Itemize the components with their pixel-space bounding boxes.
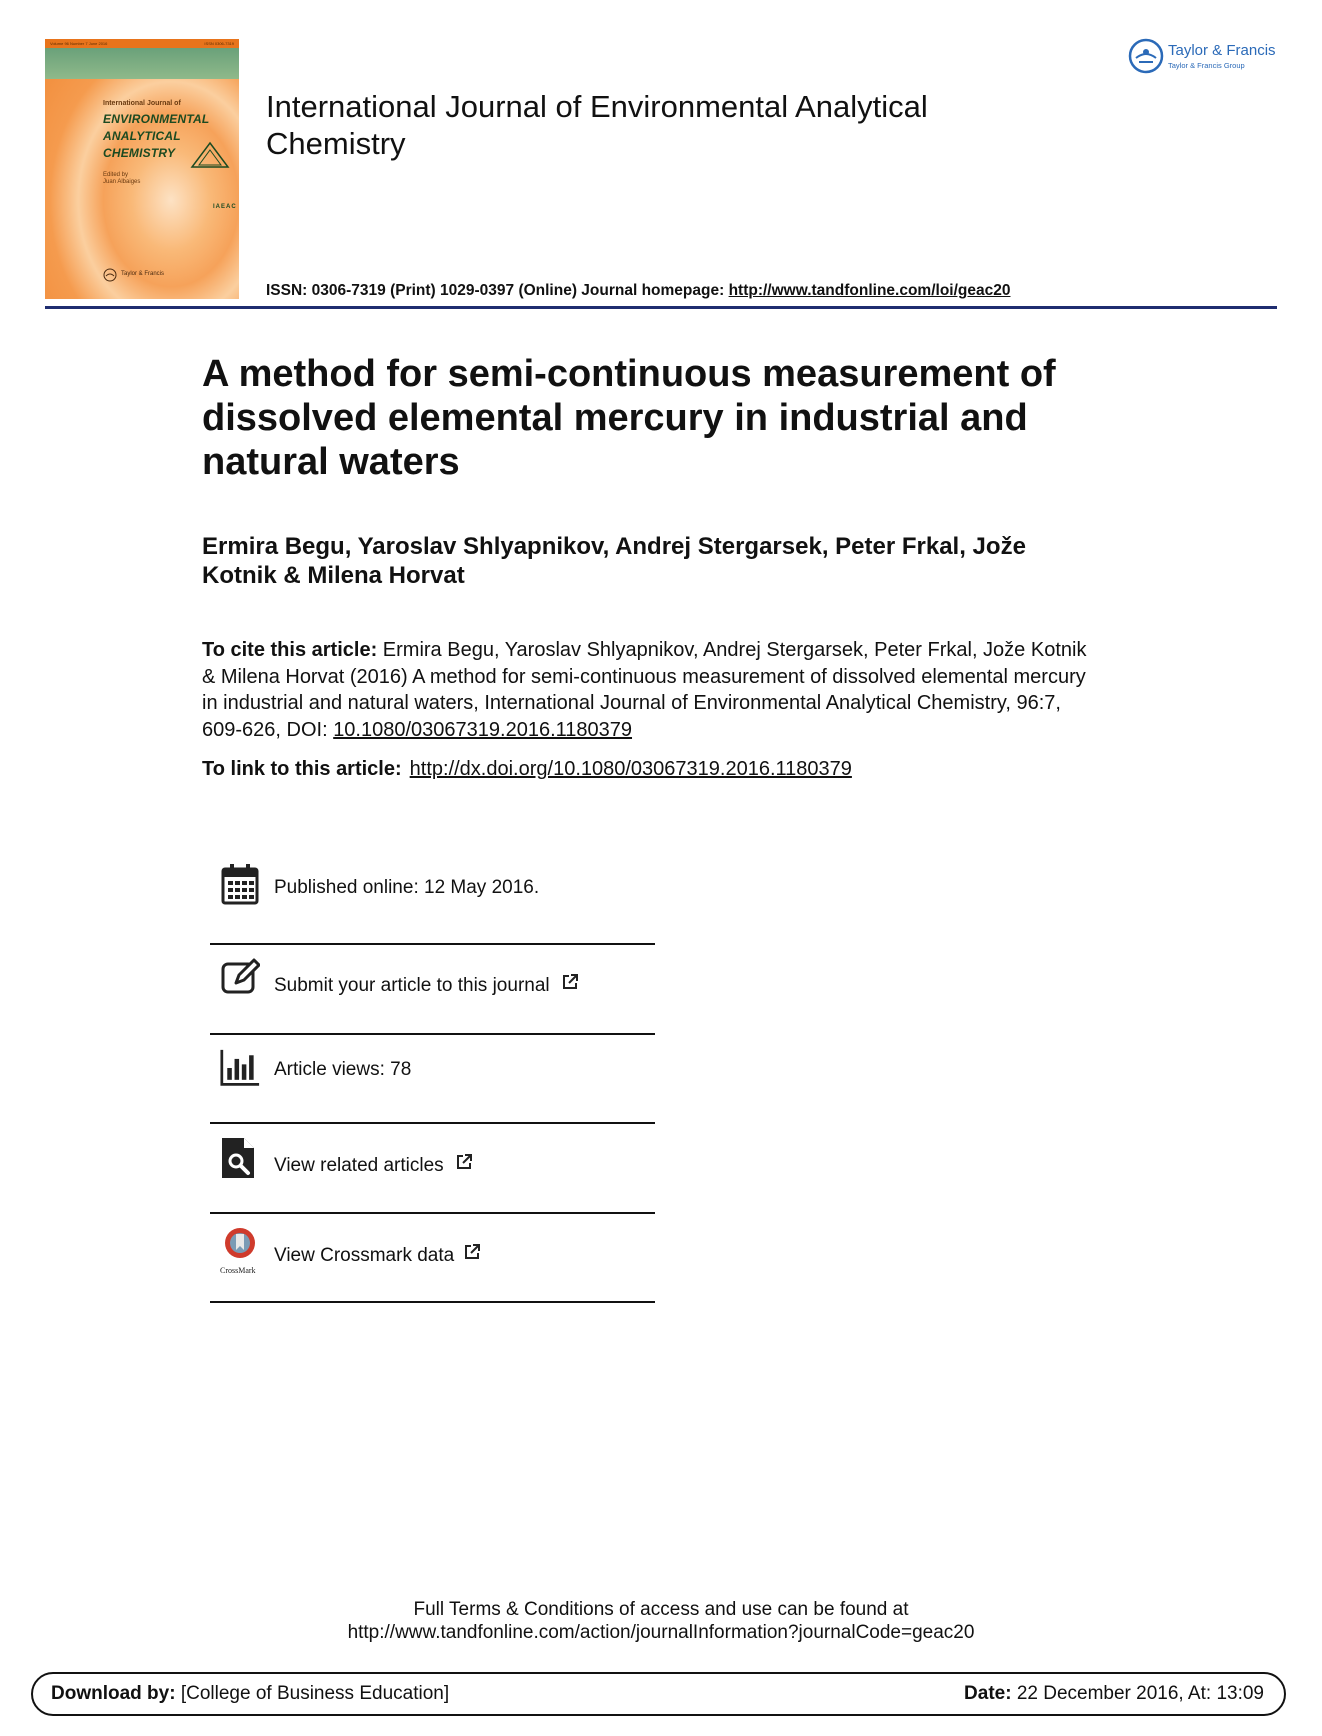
- divider: [210, 1033, 655, 1035]
- link-label: To link to this article:: [202, 758, 402, 780]
- related-row[interactable]: [210, 1136, 655, 1224]
- external-link-icon: [561, 973, 579, 991]
- doi-link[interactable]: 10.1080/03067319.2016.1180379: [333, 718, 633, 741]
- article-link-line: [202, 758, 1102, 781]
- crossmark-link[interactable]: View Crossmark data: [274, 1245, 455, 1266]
- divider: [210, 1212, 655, 1214]
- journal-title: International Journal of Environmental Analytical Chemistry: [266, 89, 928, 161]
- cite-label: To cite this article:: [202, 639, 378, 661]
- cover-line1: International Journal of: [103, 100, 181, 107]
- download-by: Download by: [College of Business Education]: [51, 1683, 450, 1704]
- taylor-francis-logo-icon[interactable]: [1128, 38, 1164, 74]
- cover-top-strip: [45, 39, 239, 48]
- divider: [210, 943, 655, 945]
- terms-notice: [0, 1598, 1322, 1644]
- article-title: A method for semi-continuous measurement of dissolved elemental mercury in industrial and natural waters: [202, 353, 1056, 483]
- issn-line: ISSN: 0306-7319 (Print) 1029-0397 (Online) Journal homepage: http://www.tandfonline.com/loi/geac20: [266, 282, 1011, 299]
- publisher-name: Taylor & Francis: [1168, 42, 1276, 59]
- related-articles-link[interactable]: View related articles: [274, 1155, 444, 1176]
- external-link-icon: [455, 1153, 473, 1171]
- divider: [210, 1301, 655, 1303]
- terms-line1: Full Terms & Conditions of access and use can be found at: [413, 1599, 909, 1620]
- cover-iaeac: IAEAC: [213, 204, 237, 210]
- calendar-icon: [220, 863, 260, 907]
- pyramid-icon: [190, 141, 230, 169]
- article-views: Article views: 78: [274, 1059, 412, 1080]
- edit-icon: [220, 956, 260, 1000]
- bar-chart-icon: [220, 1046, 260, 1090]
- citation: [202, 637, 1102, 743]
- published-row: [210, 863, 655, 951]
- publisher-group: Taylor & Francis Group: [1168, 61, 1245, 70]
- cover-publisher-icon: [103, 268, 117, 282]
- published-date: Published online: 12 May 2016.: [274, 877, 540, 898]
- crossmark-icon: [220, 1226, 260, 1270]
- cover-volume: Volume 96 Number 7 June 2016: [50, 41, 108, 46]
- views-row: [210, 1046, 655, 1134]
- crossmark-caption: CrossMark: [220, 1266, 256, 1275]
- cover-journal-name: ENVIRONMENTAL ANALYTICAL CHEMISTRY: [103, 112, 210, 160]
- terms-url[interactable]: http://www.tandfonline.com/action/journalInformation?journalCode=geac20: [347, 1622, 975, 1643]
- divider: [210, 1122, 655, 1124]
- header-rule: [45, 306, 1277, 309]
- cover-band: [45, 48, 239, 79]
- submit-link[interactable]: Submit your article to this journal: [274, 975, 550, 996]
- article-url-link[interactable]: http://dx.doi.org/10.1080/03067319.2016.1180379: [409, 758, 852, 780]
- cover-publisher: Taylor & Francis: [121, 271, 165, 277]
- cite-text: Ermira Begu, Yaroslav Shlyapnikov, Andrej Stergarsek, Peter Frkal, Jože Kotnik & Milena Horvat (2016) A method for semi-continuous measurement of dissolved elemental mercury in industrial and natural waters, International Journal of Environmental Analytical Chemistry, 96:7, 609-626, DOI:: [202, 639, 1087, 741]
- journal-homepage-link[interactable]: http://www.tandfonline.com/loi/geac20: [728, 282, 1011, 299]
- cover-issn: ISSN 0306-7319: [204, 41, 234, 46]
- submit-row[interactable]: [210, 956, 655, 1044]
- download-footer: [31, 1672, 1286, 1716]
- article-authors: Ermira Begu, Yaroslav Shlyapnikov, Andrej Stergarsek, Peter Frkal, Jože Kotnik & Milena Horvat: [202, 533, 1026, 589]
- document-search-icon: [220, 1136, 260, 1180]
- download-date: Date: 22 December 2016, At: 13:09: [964, 1683, 1264, 1704]
- external-link-icon: [463, 1243, 481, 1261]
- journal-cover: [45, 39, 239, 299]
- cover-editor: Edited by Juan Albaiges: [103, 172, 141, 185]
